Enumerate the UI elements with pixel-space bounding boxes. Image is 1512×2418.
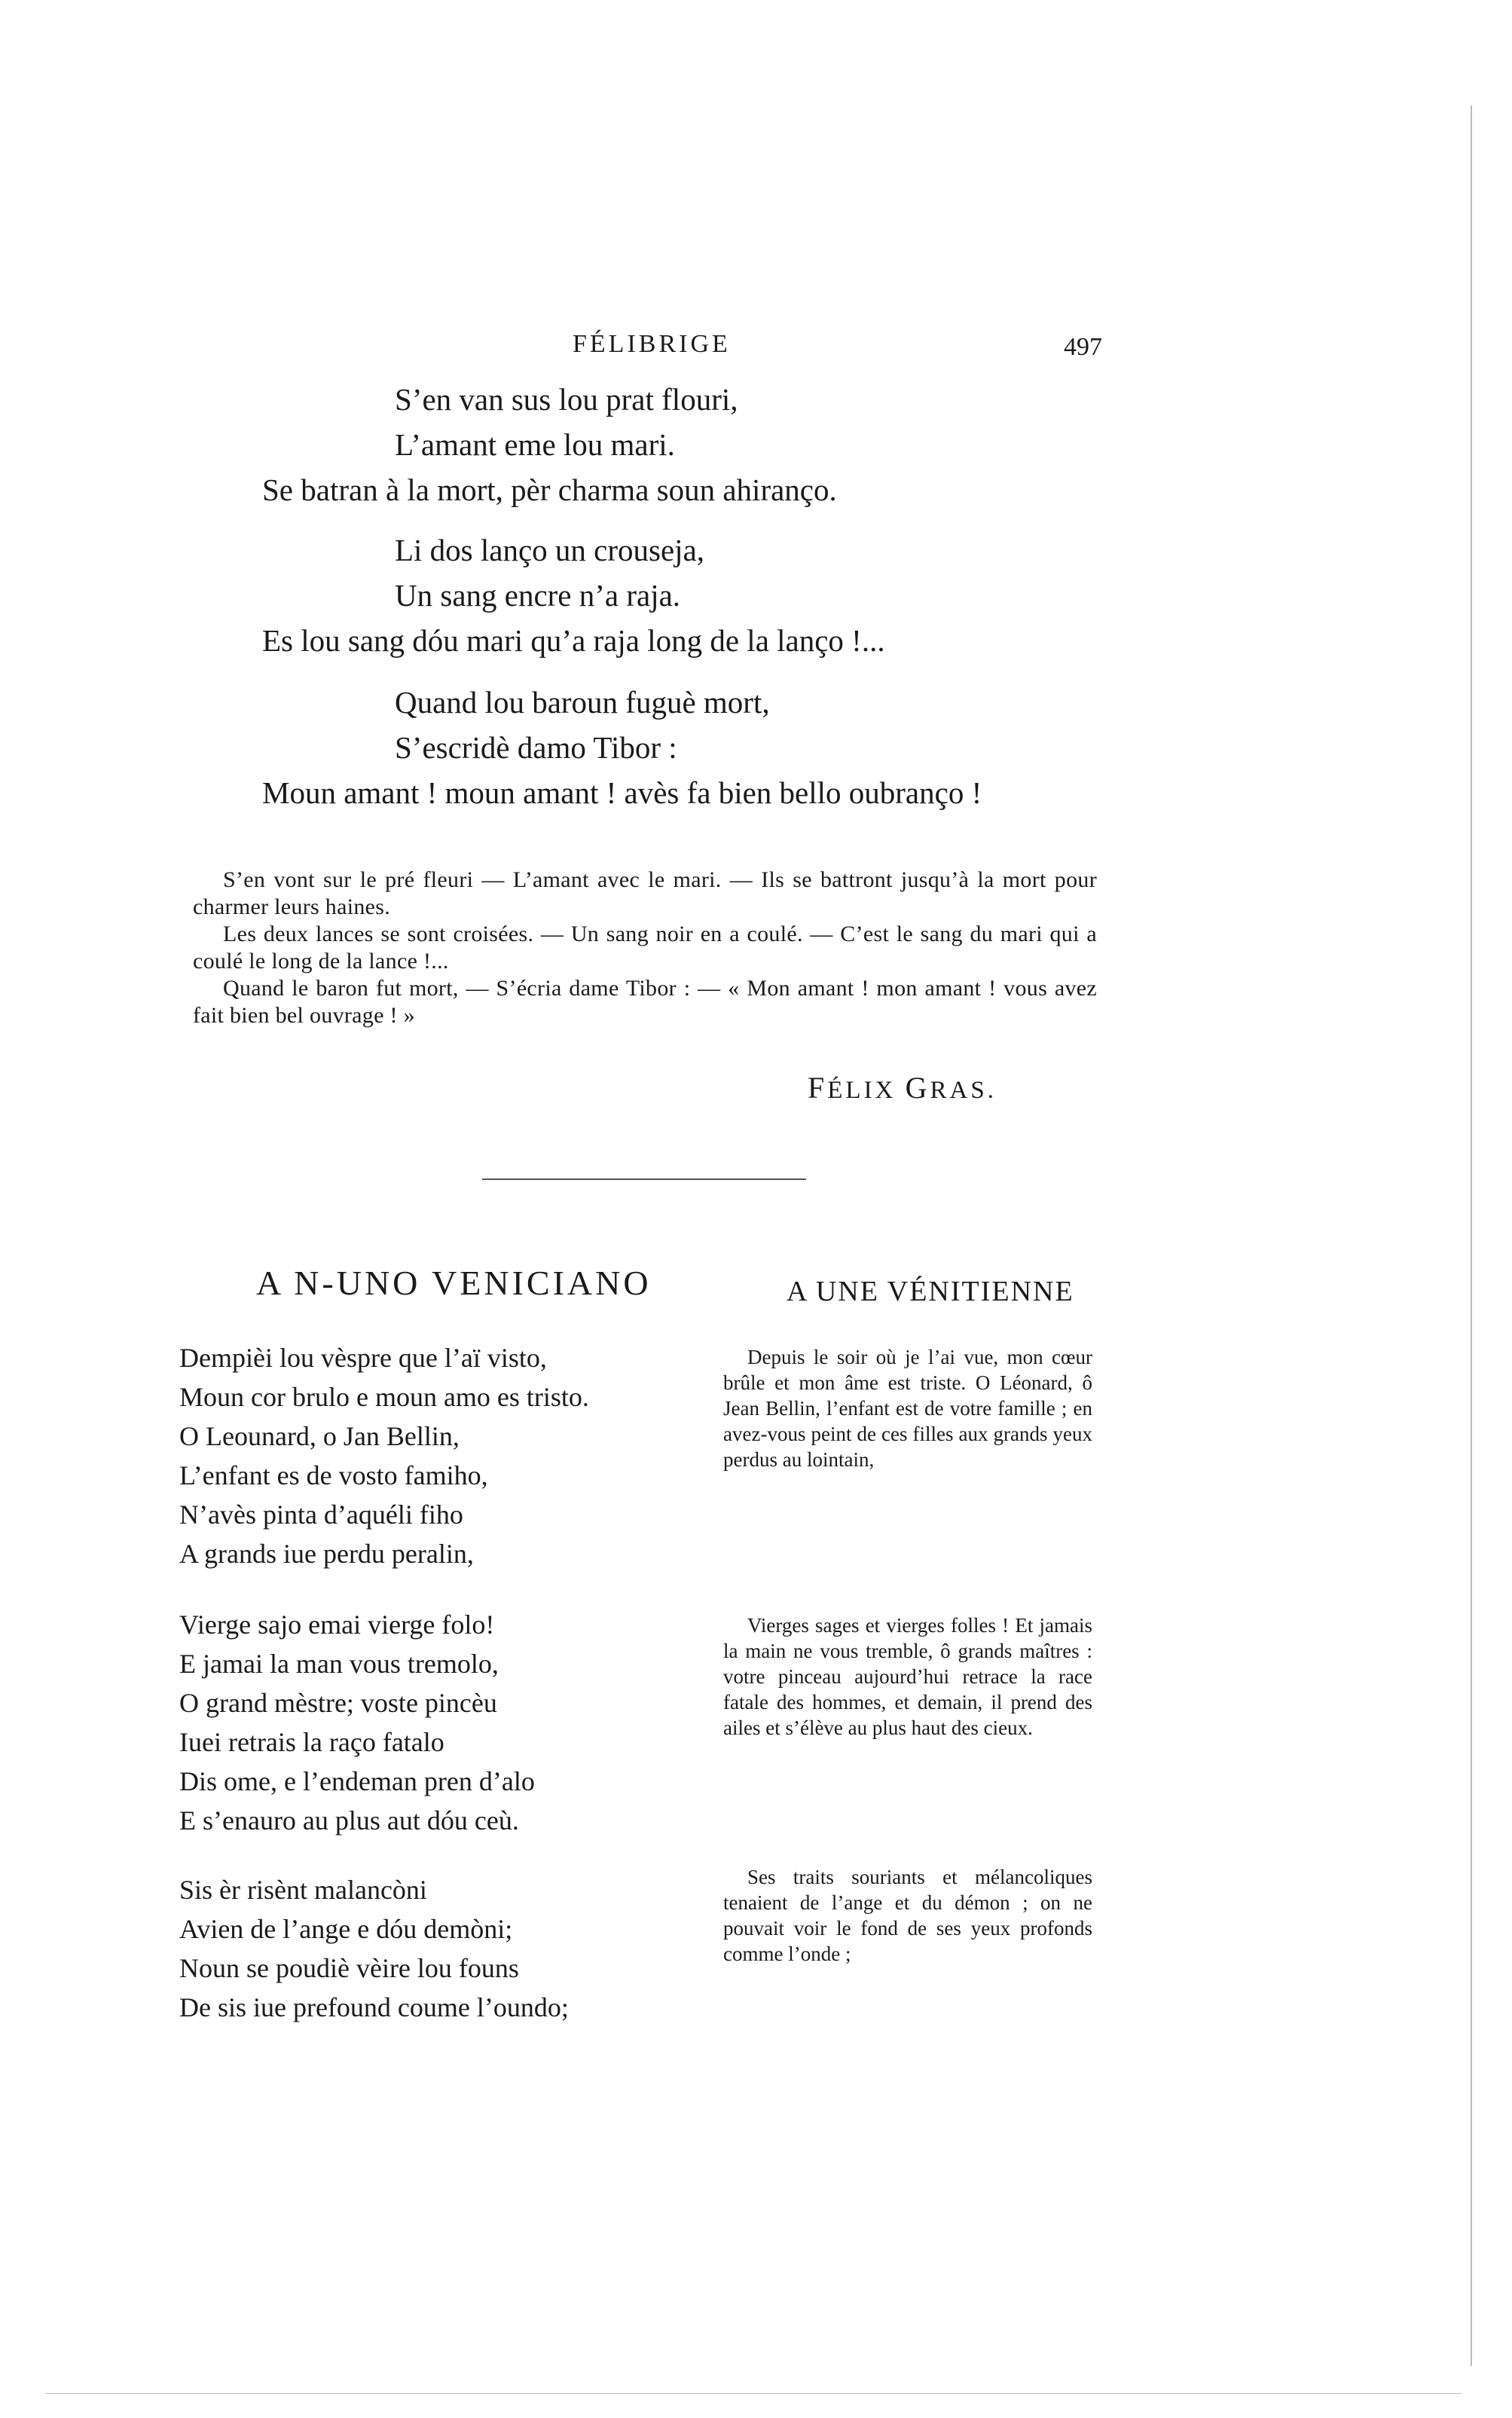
scan-edge-line [1471, 105, 1472, 2366]
verse-line: Moun amant ! moun amant ! avès fa bien bello oubranço ! [262, 775, 982, 810]
author-signature [808, 1070, 997, 1105]
french-column [723, 1864, 1092, 1967]
verse-line: N’avès pinta d’aquéli fiho [179, 1499, 463, 1530]
verse-line: Noun se poudiè vèire lou founs [179, 1953, 519, 1983]
translation-paragraph: Quand le baron fut mort, — S’écria dame Tibor : — « Mon amant ! mon amant ! vous avez fait bien bel ouvrage ! » [193, 976, 1097, 1028]
french-paragraph: Ses traits souriants et mélancoliques tenaient de l’ange et du démon ; on ne pouvait voir le fond de ses yeux profonds comme l’onde ; [723, 1866, 1092, 1965]
poem-title-occitan: A N-UNO VENICIANO [256, 1264, 652, 1302]
section-divider [482, 1178, 806, 1180]
occitan-stanza-1 [179, 1338, 589, 1573]
verse-line: Un sang encre n’a raja. [395, 578, 681, 613]
french-paragraph: Depuis le soir où je l’ai vue, mon cœur brûle et mon âme est triste. O Léonard, ô Jean Bellin, l’enfant est de votre famille ; en avez-vous peint de ces filles aux grands yeux perdus au lointain, [723, 1346, 1092, 1471]
signature-text: RAS. [930, 1077, 997, 1104]
running-header: FÉLIBRIGE [573, 330, 731, 358]
signature-text: ÉLIX [827, 1077, 897, 1104]
verse-line: De sis iue prefound coume l’oundo; [179, 1992, 569, 2022]
signature-initial: F [808, 1071, 828, 1105]
occitan-stanza-3 [179, 1870, 569, 2027]
verse-line: Moun cor brulo e moun amo es tristo. [179, 1382, 589, 1412]
verse-line: Es lou sang dóu mari qu’a raja long de la lanço !... [262, 623, 885, 658]
poem-title-french: A UNE VÉNITIENNE [787, 1276, 1074, 1307]
verse-line: Li dos lanço un crouseja, [395, 533, 705, 567]
french-column [723, 1613, 1092, 1741]
verse-line: E s’enauro au plus aut dóu ceù. [179, 1805, 519, 1836]
page-number: 497 [1064, 333, 1102, 361]
verse-line: S’en van sus lou prat flouri, [395, 382, 738, 417]
translation [193, 867, 1097, 1029]
translation-paragraph: S’en vont sur le pré fleuri — L’amant avec le mari. — Ils se battront jusqu’à la mort pour charmer leurs haines. [193, 867, 1097, 919]
verse-line: L’enfant es de vosto famiho, [179, 1460, 488, 1490]
verse-line: Dis ome, e l’endeman pren d’alo [179, 1766, 535, 1796]
stanza-3 [262, 680, 982, 815]
occitan-stanza-2 [179, 1605, 535, 1840]
verse-line: Dempièi lou vèspre que l’aï visto, [179, 1343, 547, 1373]
french-column [723, 1344, 1092, 1472]
translation-paragraph: Les deux lances se sont croisées. — Un sang noir en a coulé. — C’est le sang du mari qui a coulé le long de la lance !... [193, 922, 1097, 974]
verse-line: Iuei retrais la raço fatalo [179, 1727, 444, 1757]
verse-line: Vierge sajo emai vierge folo! [179, 1609, 495, 1640]
verse-line: E jamai la man vous tremolo, [179, 1649, 499, 1679]
signature-initial: G [905, 1071, 930, 1105]
verse-line: Avien de l’ange e dóu demòni; [179, 1914, 513, 1944]
stanza-1 [262, 377, 837, 512]
verse-line: O Leounard, o Jan Bellin, [179, 1421, 460, 1451]
verse-line: Sis èr risènt malancòni [179, 1875, 427, 1905]
scan-bottom-edge [45, 2393, 1462, 2394]
french-paragraph: Vierges sages et vierges folles ! Et jamais la main ne vous tremble, ô grands maîtres : votre pinceau aujourd’hui retrace la race fatale des hommes, et demain, il prend des ailes et s’élève au plus haut des cieux. [723, 1614, 1092, 1739]
stanza-2 [262, 527, 885, 663]
verse-line: L’amant eme lou mari. [395, 427, 675, 462]
verse-line: S’escridè damo Tibor : [395, 730, 677, 765]
verse-line: O grand mèstre; voste pincèu [179, 1688, 497, 1718]
verse-line: Se batran à la mort, pèr charma soun ahiranço. [262, 472, 837, 507]
verse-line: Quand lou baroun fuguè mort, [395, 685, 770, 720]
verse-line: A grands iue perdu peralin, [179, 1539, 474, 1569]
